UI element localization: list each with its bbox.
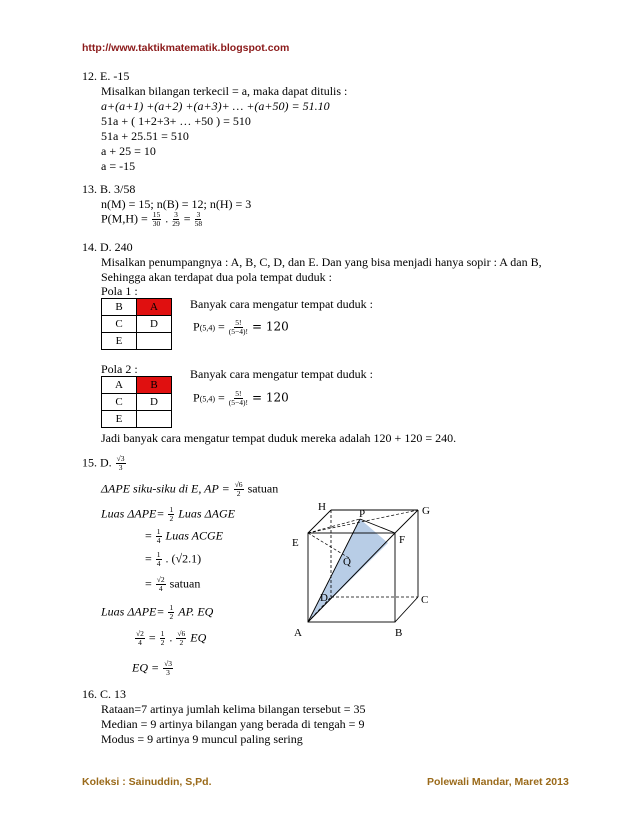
label-P: P bbox=[359, 508, 366, 520]
label-G: G bbox=[422, 505, 430, 517]
footer-collector: Koleksi : Sainuddin, S,Pd. bbox=[82, 776, 212, 788]
seat-cell: D bbox=[137, 394, 172, 411]
pola1-formula bbox=[193, 319, 289, 336]
q12-line: Misalkan bilangan terkecil = a, maka dapat ditulis : bbox=[101, 84, 348, 98]
dot: . bbox=[169, 630, 173, 645]
q13-prefix: P(M,H) = bbox=[101, 211, 148, 226]
text: satuan bbox=[247, 481, 279, 496]
q15-line bbox=[145, 551, 201, 568]
fraction: $\frac{3}{58}$ bbox=[194, 210, 203, 228]
perm-sub: (5,4) bbox=[199, 323, 216, 333]
result: = 120 bbox=[252, 319, 289, 334]
q16-line: Rataan=7 artinya jumlah kelima bilangan tersebut = 35 bbox=[101, 702, 366, 716]
equals: = bbox=[215, 390, 225, 405]
q15-line bbox=[101, 506, 235, 523]
label-E: E bbox=[292, 537, 299, 549]
equals: = bbox=[183, 211, 191, 226]
q13-heading: 13. B. 3/58 bbox=[82, 182, 136, 196]
fraction: $\frac{1}{2}$ bbox=[169, 505, 174, 523]
q14-heading: 14. D. 240 bbox=[82, 240, 133, 254]
perm-sub: (5,4) bbox=[199, 394, 216, 404]
equals: = bbox=[148, 630, 156, 645]
fraction: $\frac{√3}{3}$ bbox=[116, 454, 125, 472]
seat-cell: A bbox=[102, 377, 137, 394]
pola2-formula bbox=[193, 390, 289, 407]
triangle-APG-fill bbox=[308, 519, 388, 622]
q13-line: n(M) = 15; n(B) = 12; n(H) = 3 bbox=[101, 197, 252, 211]
label-D: D bbox=[320, 592, 328, 604]
seat-cell: E bbox=[102, 333, 137, 350]
text: . (√2.1) bbox=[165, 551, 202, 566]
fraction: $\frac{√6}{2}$ bbox=[234, 480, 243, 498]
equals: = bbox=[145, 528, 152, 543]
header-url[interactable]: http://www.taktikmatematik.blogspot.com bbox=[82, 42, 290, 54]
edge-FG bbox=[395, 510, 418, 533]
seat-cell-driver: B bbox=[137, 377, 172, 394]
fraction: $\frac{3}{29}$ bbox=[172, 210, 180, 228]
pola2-caption: Banyak cara mengatur tempat duduk : bbox=[190, 367, 373, 381]
q16-heading: 16. C. 13 bbox=[82, 687, 127, 701]
q14-conclusion: Jadi banyak cara mengatur tempat duduk mereka adalah 120 + 120 = 240. bbox=[101, 431, 457, 445]
q15-line bbox=[101, 481, 278, 498]
seat-cell-driver: A bbox=[137, 299, 172, 316]
pola1-label: Pola 1 : bbox=[101, 284, 138, 298]
q15-line bbox=[145, 528, 223, 545]
line-PE bbox=[308, 519, 360, 533]
label-A: A bbox=[294, 627, 302, 639]
equals: = bbox=[145, 551, 152, 566]
q12-line: a = -15 bbox=[101, 159, 136, 173]
q12-heading: 12. E. -15 bbox=[82, 69, 130, 83]
seat-cell: E bbox=[102, 411, 137, 428]
q15-line bbox=[134, 630, 206, 647]
cube-diagram bbox=[285, 498, 445, 643]
fraction: $\frac{√6}{2}$ bbox=[177, 629, 186, 647]
equals: = bbox=[145, 576, 152, 591]
text: satuan bbox=[169, 576, 201, 591]
dot: . bbox=[165, 211, 169, 226]
label-F: F bbox=[399, 534, 406, 546]
q12-line: 51a + 25.51 = 510 bbox=[101, 129, 189, 143]
label-B: B bbox=[395, 627, 403, 639]
fraction: $\frac{√3}{3}$ bbox=[164, 659, 172, 677]
label-C: C bbox=[421, 594, 429, 606]
q15-line bbox=[132, 660, 174, 677]
q13-formula bbox=[101, 211, 203, 228]
q16-line: Median = 9 artinya bilangan yang berada di tengah = 9 bbox=[101, 717, 365, 731]
text: EQ = bbox=[132, 660, 160, 675]
seat-cell: C bbox=[102, 394, 137, 411]
text: Luas ΔAGE bbox=[178, 506, 235, 521]
label-H: H bbox=[318, 501, 326, 513]
text: Luas ACGE bbox=[165, 528, 223, 543]
q15-heading bbox=[82, 455, 127, 472]
q15-line bbox=[145, 576, 200, 593]
fraction: $\frac{5!}{(5-4)!}$ bbox=[228, 389, 249, 407]
fraction: $\frac{1}{4}$ bbox=[156, 550, 161, 568]
q14-line: Misalkan penumpangnya : A, B, C, D, dan E. Dan yang bisa menjadi hanya sopir : A dan B, bbox=[101, 255, 542, 269]
text: Luas ΔAPE= bbox=[101, 506, 165, 521]
result: = 120 bbox=[252, 390, 289, 405]
footer-place-date: Polewali Mandar, Maret 2013 bbox=[427, 776, 569, 788]
edge-BC bbox=[395, 597, 418, 622]
seat-cell bbox=[137, 411, 172, 428]
q14-line: Sehingga akan terdapat dua pola tempat duduk : bbox=[101, 270, 332, 284]
q12-line: a+(a+1) +(a+2) +(a+3)+ … +(a+50) = 51.10 bbox=[101, 99, 330, 113]
perm-symbol: P bbox=[193, 390, 200, 405]
pola1-caption: Banyak cara mengatur tempat duduk : bbox=[190, 297, 373, 311]
line-EQ bbox=[308, 533, 349, 558]
fraction: $\frac{1}{2}$ bbox=[169, 603, 174, 621]
q16-line: Modus = 9 artinya 9 muncul paling sering bbox=[101, 732, 303, 746]
pola2-seat-table bbox=[101, 376, 172, 428]
text: EQ bbox=[190, 630, 207, 645]
text: ΔAPE siku-siku di E, AP = bbox=[101, 481, 230, 496]
seat-cell: B bbox=[102, 299, 137, 316]
text: AP. EQ bbox=[178, 604, 214, 619]
fraction: $\frac{1}{4}$ bbox=[156, 527, 161, 545]
fraction: $\frac{1}{2}$ bbox=[160, 629, 165, 647]
fraction: $\frac{5!}{(5-4)!}$ bbox=[228, 318, 249, 336]
seat-cell bbox=[137, 333, 172, 350]
fraction: $\frac{15}{30}$ bbox=[152, 210, 161, 228]
seat-cell: C bbox=[102, 316, 137, 333]
equals: = bbox=[215, 319, 225, 334]
fraction: $\frac{√2}{4}$ bbox=[136, 629, 144, 647]
perm-symbol: P bbox=[193, 319, 200, 334]
fraction: $\frac{√2}{4}$ bbox=[156, 575, 165, 593]
q15-line bbox=[101, 604, 213, 621]
q12-line: a + 25 = 10 bbox=[101, 144, 156, 158]
label-Q: Q bbox=[343, 556, 351, 568]
pola2-label: Pola 2 : bbox=[101, 362, 138, 376]
seat-cell: D bbox=[137, 316, 172, 333]
text: Luas ΔAPE= bbox=[101, 604, 165, 619]
q12-line: 51a + ( 1+2+3+ … +50 ) = 510 bbox=[101, 114, 251, 128]
q15-head-text: 15. D. bbox=[82, 455, 112, 470]
pola1-seat-table bbox=[101, 298, 172, 350]
